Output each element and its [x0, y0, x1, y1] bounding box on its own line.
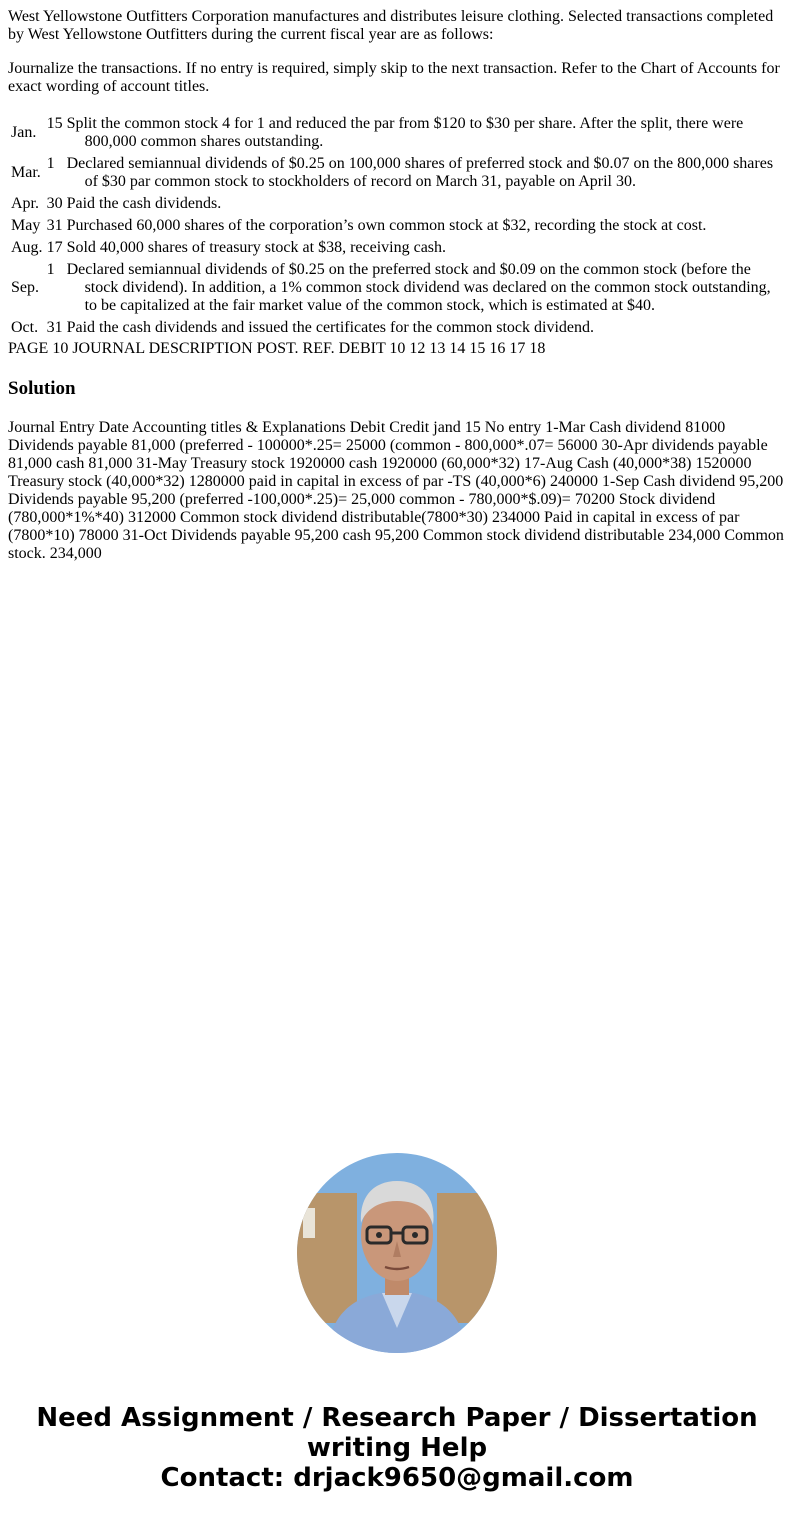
transaction-day: 1	[46, 155, 55, 172]
transaction-description-cell	[66, 194, 784, 214]
transaction-row	[10, 114, 784, 152]
transaction-month: Apr.	[11, 195, 39, 212]
footer-line-1: Need Assignment / Research Paper / Dissertation	[36, 1403, 758, 1433]
transaction-day: 30	[46, 195, 63, 212]
transaction-day: 17	[46, 239, 63, 256]
transactions-table	[8, 112, 786, 340]
transaction-month: Aug.	[11, 239, 43, 256]
transaction-description-cell	[66, 260, 784, 316]
solution-text: Journal Entry Date Accounting titles & Explanations Debit Credit jand 15 No entry 1-Mar Cash dividend 81000 Dividends payable 81,000 (preferred - 100000*.25= 25000 (common - 800,000*.07= 56000 30-Apr dividends payable 81,000 cash 81,000 31-May Treasury stock 1920000 cash 1920000 (60,000*32) 17-Aug Cash (40,000*38) 1520000 Treasury stock (40,000*32) 1280000 paid in capital in excess of par -TS (40,000*6) 240000 1-Sep Cash dividend 95,200 Dividends payable 95,200 (preferred -100,000*.25)= 25,000 common - 780,000*$.09)= 70200 Stock dividend (780,000*1%*40) 312000 Common stock dividend distributable(7800*30) 234000 Paid in capital in excess of par (7800*10) 78000 31-Oct Dividends payable 95,200 cash 95,200 Common stock dividend distributable 234,000 Common stock. 234,000	[8, 419, 784, 562]
transaction-month: Oct.	[11, 319, 39, 336]
transaction-row	[10, 216, 784, 236]
transaction-description: Declared semiannual dividends of $0.25 on 100,000 shares of preferred stock and $0.07 on the 800,000 shares of $30 par common stock to stockholders of record on March 31, payable on April 30.	[66, 155, 774, 190]
intro-paragraph-1: West Yellowstone Outfitters Corporation manufactures and distributes leisure clothing. Selected transactions completed by West Yellowstone Outfitters during the current fiscal year are as follows:	[8, 8, 774, 43]
transaction-description-cell	[66, 238, 784, 258]
footer-promo	[0, 1403, 794, 1493]
transaction-description: Split the common stock 4 for 1 and reduced the par from $120 to $30 per share. After the split, there were 800,000 common shares outstanding.	[66, 115, 744, 150]
avatar	[297, 1153, 497, 1353]
transaction-month: Mar.	[11, 164, 41, 181]
transaction-description: Sold 40,000 shares of treasury stock at $38, receiving cash.	[66, 239, 447, 256]
transaction-description-cell	[66, 216, 784, 236]
transaction-month: Sep.	[11, 279, 39, 296]
transaction-description: Purchased 60,000 shares of the corporation’s own common stock at $32, recording the stock at cost.	[66, 217, 707, 234]
transaction-description-cell	[66, 154, 784, 192]
transaction-row	[10, 318, 784, 338]
person-portrait-icon	[297, 1153, 497, 1353]
transaction-month: May	[11, 217, 41, 234]
journal-header-line: PAGE 10 JOURNAL DESCRIPTION POST. REF. DEBIT 10 12 13 14 15 16 17 18	[8, 340, 546, 357]
solution-heading: Solution	[8, 378, 76, 399]
footer-line-2: writing Help	[306, 1433, 488, 1463]
transaction-description: Paid the cash dividends and issued the certificates for the common stock dividend.	[66, 319, 594, 336]
footer-line-3: Contact: drjack9650@gmail.com	[160, 1463, 634, 1493]
transaction-row	[10, 154, 784, 192]
transaction-day: 31	[46, 217, 63, 234]
transaction-month: Jan.	[11, 124, 37, 141]
transaction-row	[10, 194, 784, 214]
document-body	[8, 8, 786, 563]
transaction-row	[10, 260, 784, 316]
transaction-description-cell	[66, 318, 784, 338]
transaction-day: 1	[46, 261, 55, 278]
transaction-description: Paid the cash dividends.	[66, 195, 222, 212]
transaction-description-cell	[66, 114, 784, 152]
transaction-day: 15	[46, 115, 63, 132]
transaction-description: Declared semiannual dividends of $0.25 on the preferred stock and $0.09 on the common stock (before the stock dividend). In addition, a 1% common stock dividend was declared on the common stock outstanding, to be capitalized at the fair market value of the common stock, which is estimated at $40.	[66, 261, 771, 314]
transaction-day: 31	[46, 319, 63, 336]
intro-paragraph-2: Journalize the transactions. If no entry is required, simply skip to the next transaction. Refer to the Chart of Accounts for exact wording of account titles.	[8, 60, 780, 95]
transaction-row	[10, 238, 784, 258]
